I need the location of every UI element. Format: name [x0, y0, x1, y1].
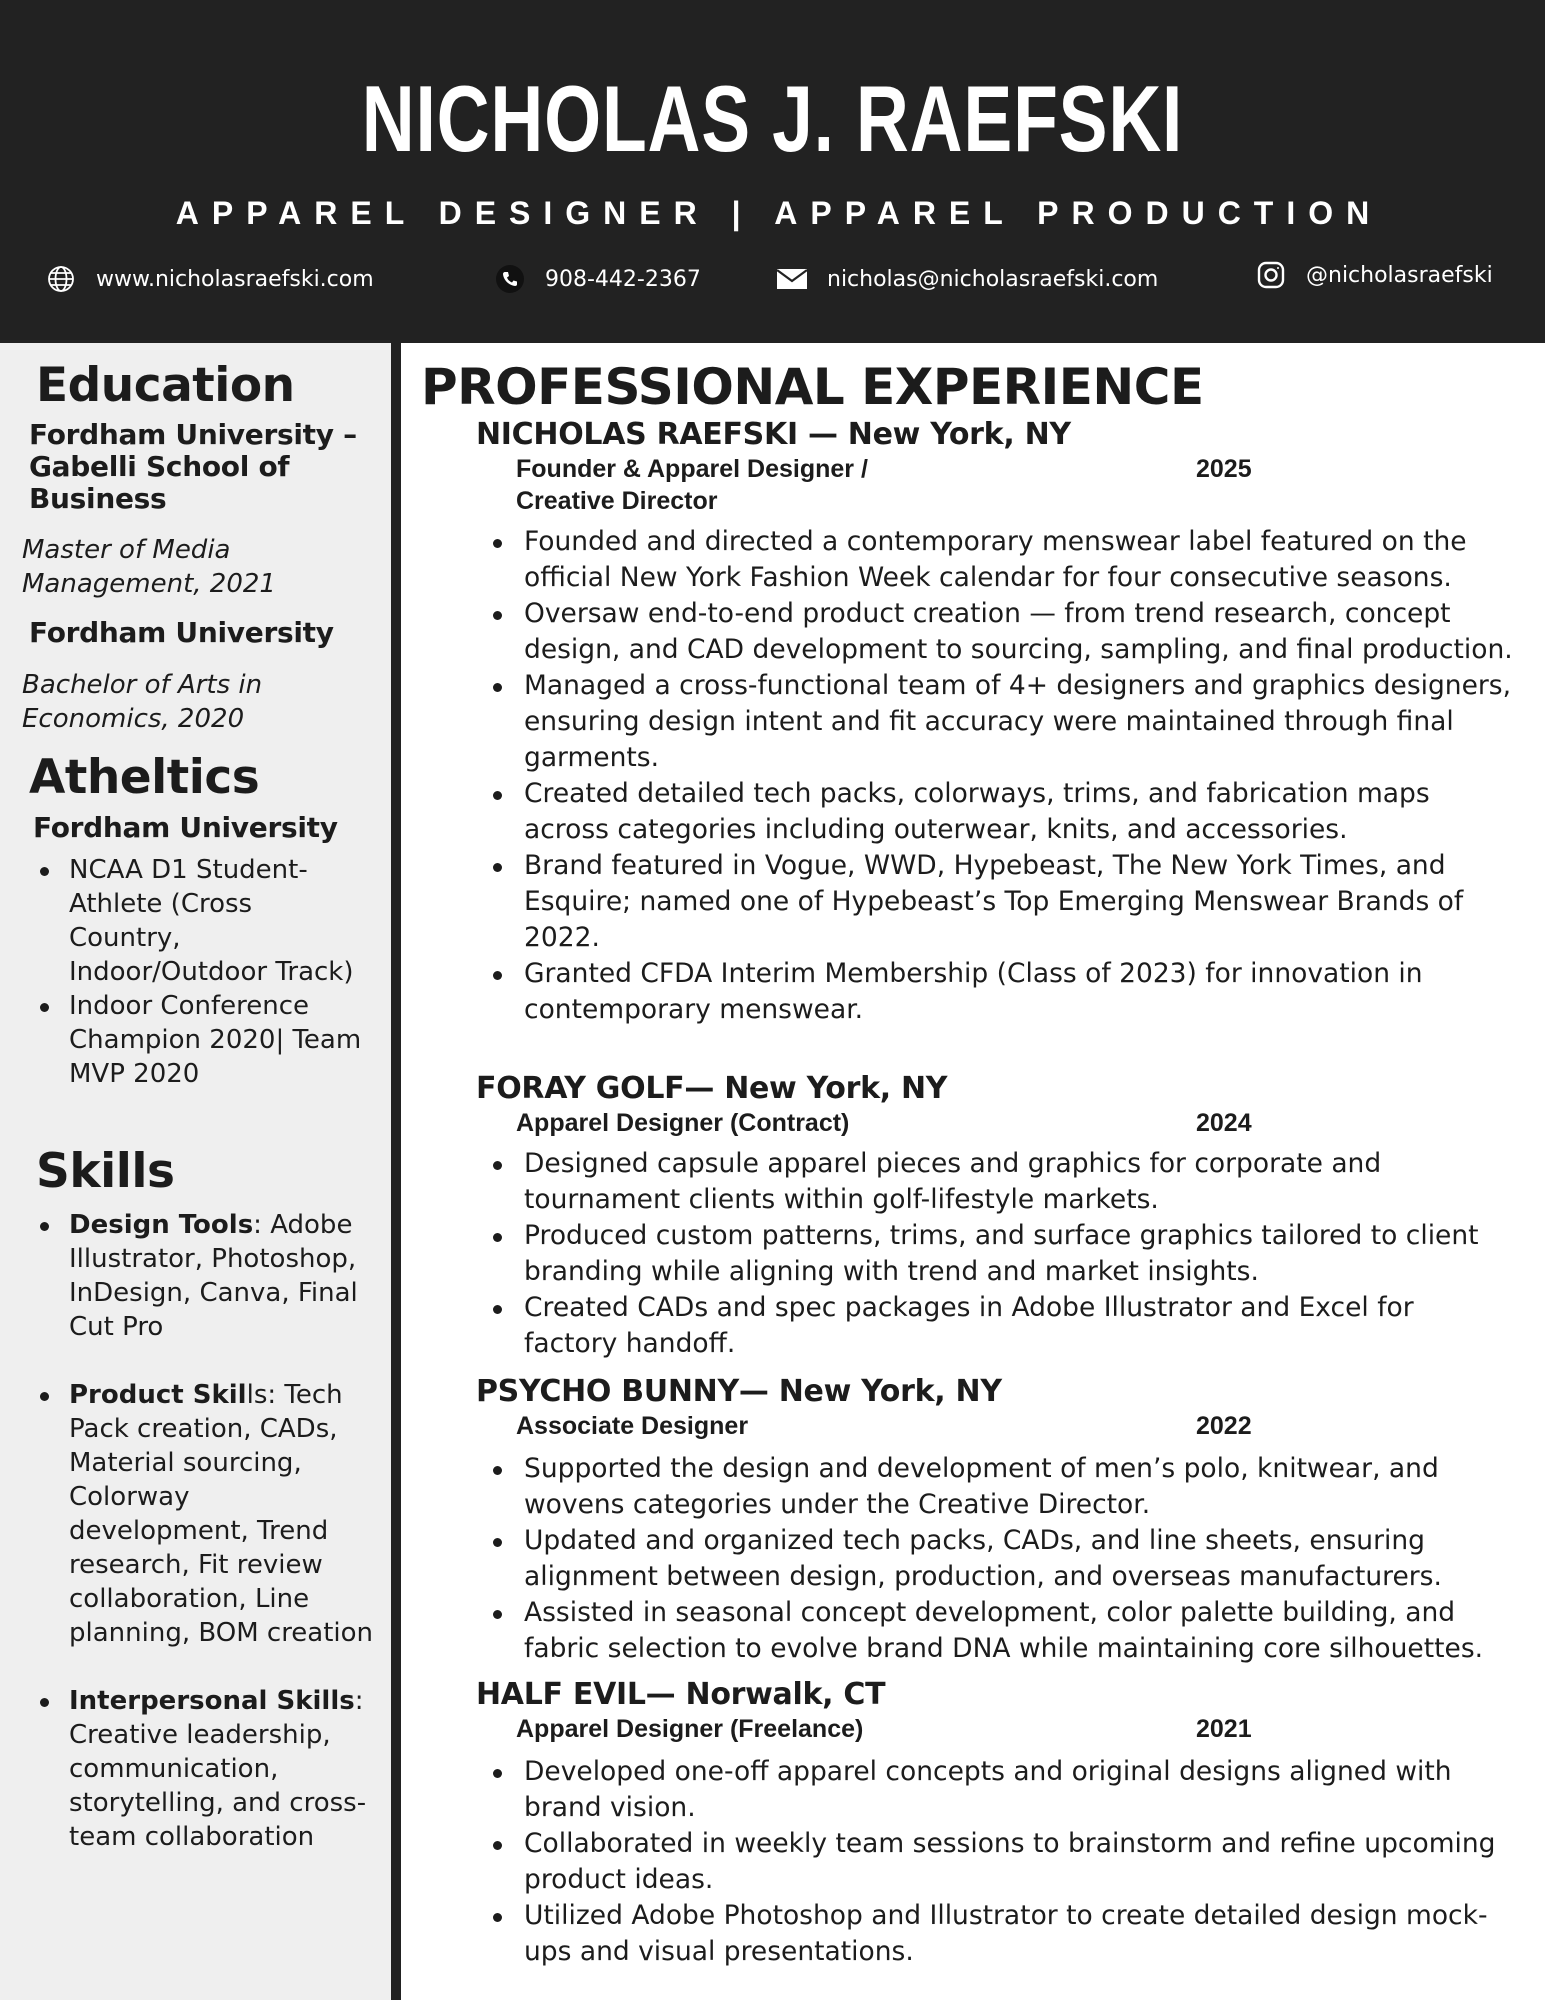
skills-list	[34, 1208, 374, 1854]
list-item: Created detailed tech packs, colorways, trims, and fabrication maps across categories including outerwear, knits, and accessories.	[490, 776, 1515, 848]
list-item: Developed one-off apparel concepts and original designs aligned with brand vision.	[490, 1754, 1515, 1826]
skill-label: Design Tools	[69, 1210, 254, 1240]
list-item: Created CADs and spec packages in Adobe Illustrator and Excel for factory handoff.	[490, 1290, 1515, 1362]
job-year: 2021	[1196, 1715, 1252, 1743]
job-company: NICHOLAS RAEFSKI — New York, NY	[476, 417, 1071, 452]
job-role: Apparel Designer (Contract)	[516, 1109, 850, 1137]
job-role: Founder & Apparel Designer / Creative Director	[516, 455, 868, 515]
athletics-school: Fordham University	[33, 811, 338, 844]
job-year: 2025	[1196, 455, 1252, 483]
athletics-list	[34, 853, 364, 1091]
skill-label: Product Skil	[69, 1380, 247, 1410]
list-item: Updated and organized tech packs, CADs, and line sheets, ensuring alignment between design, production, and overseas manufacturers.	[490, 1523, 1515, 1595]
contact-phone[interactable]	[493, 262, 701, 296]
instagram-text: @nicholasraefski	[1306, 262, 1493, 288]
skill-label: Interpersonal Skills	[69, 1686, 355, 1716]
list-item: Granted CFDA Interim Membership (Class of 2023) for innovation in contemporary menswear.	[490, 956, 1515, 1028]
skill-text: ls: Tech Pack creation, CADs, Material sourcing, Colorway development, Trend research, Fit review collaboration, Line planning, BOM creation	[69, 1380, 374, 1648]
skill-text: : Adobe Illustrator, Photoshop, InDesign, Canva, Final Cut Pro	[69, 1210, 358, 1342]
job-company: HALF EVIL— Norwalk, CT	[476, 1677, 886, 1712]
job-year: 2022	[1196, 1412, 1252, 1440]
contact-website[interactable]	[44, 262, 374, 296]
website-text: www.nicholasraefski.com	[96, 266, 374, 292]
list-item: Oversaw end-to-end product creation — from trend research, concept design, and CAD development to sourcing, sampling, and final production.	[490, 596, 1515, 668]
list-item: NCAA D1 Student-Athlete (Cross Country, Indoor/Outdoor Track)	[34, 853, 364, 989]
skill-text: : Creative leadership, communication, storytelling, and cross-team collaboration	[69, 1686, 367, 1852]
globe-icon	[44, 262, 78, 296]
list-item: Utilized Adobe Photoshop and Illustrator to create detailed design mock-ups and visual presentations.	[490, 1898, 1515, 1970]
list-item: Produced custom patterns, trims, and surface graphics tailored to client branding while aligning with trend and market insights.	[490, 1218, 1515, 1290]
list-item: Indoor Conference Champion 2020| Team MVP 2020	[34, 989, 364, 1091]
candidate-title: APPAREL DESIGNER | APPAREL PRODUCTION	[175, 195, 1383, 231]
list-item: Managed a cross-functional team of 4+ designers and graphics designers, ensuring design intent and fit accuracy were maintained through final garments.	[490, 668, 1515, 776]
job-bullets	[490, 1754, 1515, 1970]
list-item: Designed capsule apparel pieces and graphics for corporate and tournament clients within golf-lifestyle markets.	[490, 1146, 1515, 1218]
education-school-2: Fordham University	[29, 616, 334, 649]
job-role: Apparel Designer (Freelance)	[516, 1715, 864, 1743]
job-bullets	[490, 1146, 1515, 1362]
job-bullets	[490, 1451, 1515, 1667]
instagram-icon	[1254, 258, 1288, 292]
education-degree-2-line-1: Bachelor of Arts in	[22, 670, 263, 700]
email-text: nicholas@nicholasraefski.com	[827, 266, 1159, 292]
job-role: Associate Designer	[516, 1412, 749, 1440]
skill-item	[34, 1378, 374, 1650]
athletics-heading: Atheltics	[29, 750, 260, 805]
list-item: Supported the design and development of men’s polo, knitwear, and wovens categories under the Creative Director.	[490, 1451, 1515, 1523]
contact-instagram[interactable]	[1254, 258, 1493, 292]
experience-heading: PROFESSIONAL EXPERIENCE	[421, 358, 1204, 416]
mail-icon	[775, 262, 809, 296]
contact-email[interactable]	[775, 262, 1158, 296]
education-degree-2-line-2: Economics, 2020	[22, 704, 245, 734]
education-degree-1-line-2: Management, 2021	[22, 569, 276, 599]
education-school-1: Fordham University – Gabelli School of Business	[29, 418, 357, 515]
job-company: FORAY GOLF— New York, NY	[476, 1071, 948, 1106]
job-company: PSYCHO BUNNY— New York, NY	[476, 1374, 1002, 1409]
phone-icon	[493, 262, 527, 296]
list-item: Assisted in seasonal concept development, color palette building, and fabric selection to evolve brand DNA while maintaining core silhouettes.	[490, 1595, 1515, 1667]
column-divider	[391, 343, 401, 2000]
list-item: Brand featured in Vogue, WWD, Hypebeast, The New York Times, and Esquire; named one of Hypebeast’s Top Emerging Menswear Brands of 2022.	[490, 848, 1515, 956]
resume-header	[0, 0, 1545, 343]
education-degree-1-line-1: Master of Media	[22, 535, 231, 565]
job-bullets	[490, 524, 1515, 1028]
list-item: Collaborated in weekly team sessions to brainstorm and refine upcoming product ideas.	[490, 1826, 1515, 1898]
job-year: 2024	[1196, 1109, 1252, 1137]
phone-text: 908-442-2367	[545, 266, 701, 292]
skill-item	[34, 1208, 374, 1344]
candidate-name: NICHOLAS J. RAEFSKI	[361, 66, 1184, 171]
education-heading: Education	[36, 358, 295, 413]
skill-item	[34, 1684, 374, 1854]
skills-heading: Skills	[36, 1144, 175, 1199]
list-item: Founded and directed a contemporary menswear label featured on the official New York Fashion Week calendar for four consecutive seasons.	[490, 524, 1515, 596]
